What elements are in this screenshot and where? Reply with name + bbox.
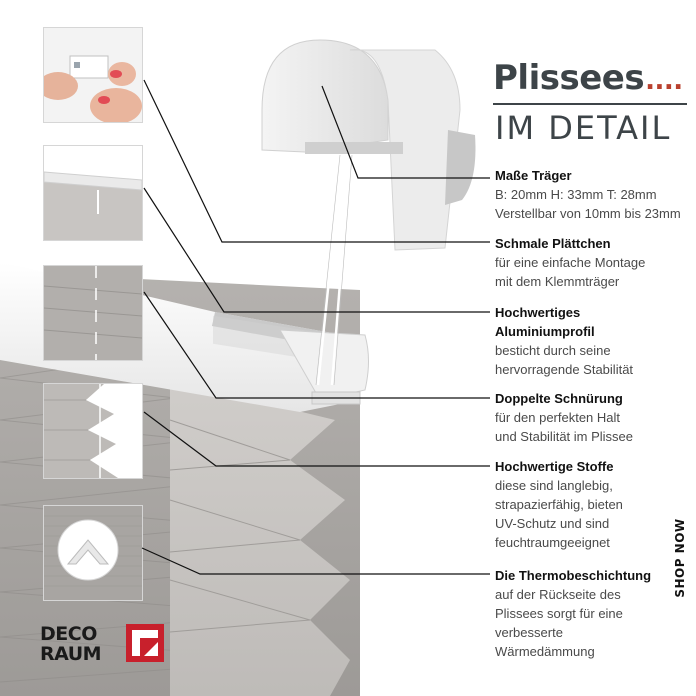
feature-line: für den perfekten Halt bbox=[495, 410, 621, 425]
headline-main: Plissees.... bbox=[493, 58, 683, 98]
feature-line: B: 20mm H: 33mm T: 28mm bbox=[495, 187, 657, 202]
headline bbox=[493, 58, 693, 147]
feature-title: Hochwertiges bbox=[495, 305, 581, 320]
feature-double-cord bbox=[495, 389, 695, 446]
logo-line2: RAUM bbox=[40, 643, 102, 665]
decoraum-logo bbox=[40, 620, 170, 666]
thumb-double-cord bbox=[44, 384, 142, 478]
feature-line: UV-Schutz und sind bbox=[495, 516, 610, 531]
feature-title: Hochwertige Stoffe bbox=[495, 459, 614, 474]
mounting-bracket bbox=[262, 40, 475, 250]
thumb-thermo-coating bbox=[44, 506, 142, 600]
feature-line: hervorragende Stabilität bbox=[495, 362, 634, 377]
feature-line: Verstellbar von 10mm bis 23mm bbox=[495, 206, 681, 221]
thumb-aluminium-profile bbox=[44, 266, 142, 360]
thumb-clip-mounting bbox=[44, 28, 142, 122]
feature-line: diese sind langlebig, bbox=[495, 478, 613, 493]
feature-aluminium-profile bbox=[495, 303, 695, 379]
feature-bracket-dimensions bbox=[495, 166, 695, 223]
thumb-slim-plates bbox=[44, 146, 142, 240]
feature-line: Wärmedämmung bbox=[495, 644, 595, 659]
feature-line: verbesserte bbox=[495, 625, 563, 640]
feature-line: mit dem Klemmträger bbox=[495, 274, 620, 289]
feature-line: und Stabilität im Plissee bbox=[495, 429, 634, 444]
feature-line: feuchtraumgeeignet bbox=[495, 535, 610, 550]
feature-line: für eine einfache Montage bbox=[495, 255, 646, 270]
feature-title-line2: Aluminiumprofil bbox=[495, 324, 595, 339]
feature-title: Doppelte Schnürung bbox=[495, 391, 623, 406]
feature-line: Plissees sorgt für eine bbox=[495, 606, 623, 621]
feature-title: Maße Träger bbox=[495, 168, 572, 183]
logo-line1: DECO bbox=[40, 623, 97, 645]
feature-slim-plates bbox=[495, 234, 695, 291]
headline-divider bbox=[493, 103, 687, 105]
shop-now-label: SHOP NOW bbox=[673, 518, 687, 598]
feature-title: Schmale Plättchen bbox=[495, 236, 611, 251]
feature-line: auf der Rückseite des bbox=[495, 587, 621, 602]
shop-now-button[interactable] bbox=[664, 512, 696, 604]
feature-line: besticht durch seine bbox=[495, 343, 611, 358]
headline-dots: .... bbox=[645, 66, 683, 96]
logo-mark-icon bbox=[126, 624, 164, 662]
headline-sub: IM DETAIL bbox=[495, 109, 672, 147]
feature-line: strapazierfähig, bieten bbox=[495, 497, 623, 512]
feature-title: Die Thermobeschichtung bbox=[495, 568, 652, 583]
